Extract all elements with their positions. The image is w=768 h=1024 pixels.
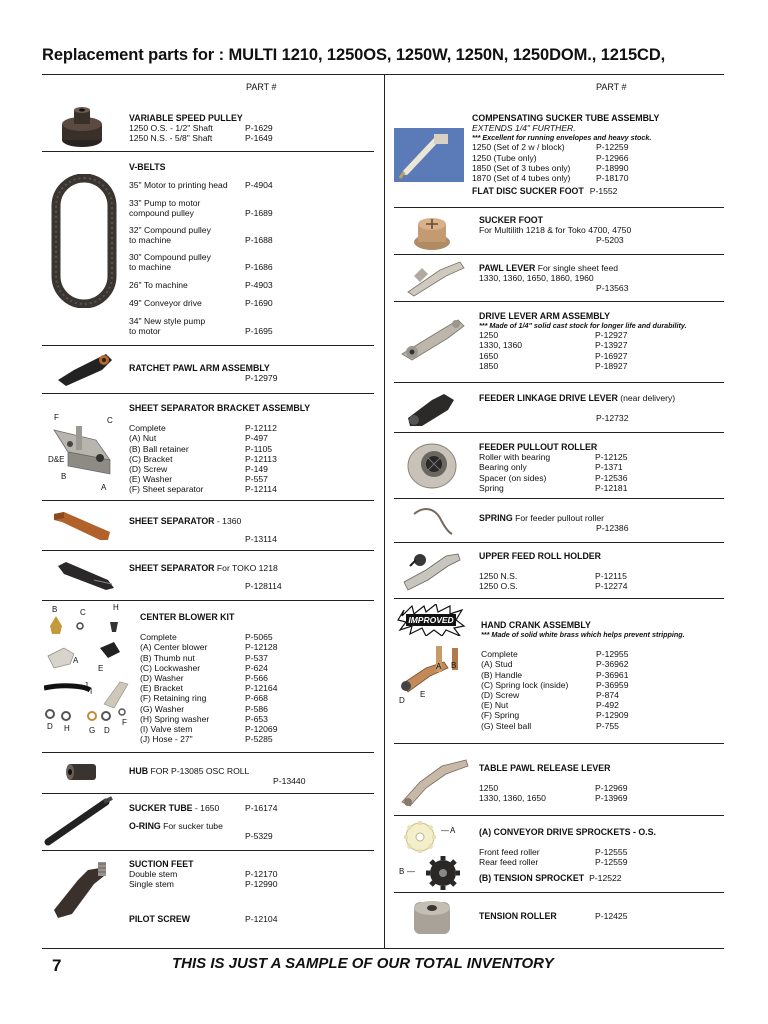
conveyor-drive-sprockets-entry [479,827,656,868]
page-title: Replacement parts for : MULTI 1210, 1250OS, 1250W, 1250N, 1250DOM., 1215CD, [42,46,666,64]
callout-label: E [98,664,104,673]
separator [394,301,724,302]
table-pawl-release-lever-title: TABLE PAWL RELEASE LEVER [479,763,611,773]
table-row: (A) Nut P-497 [129,433,268,444]
sheet-separator-bracket-title: SHEET SEPARATOR BRACKET ASSEMBLY [129,403,311,413]
table-pawl-release-lever-image [398,756,472,808]
table-row: Complete P-12955 [481,649,629,660]
table-row: Roller with bearing P-12125 [479,452,628,463]
sucker-foot-part: P-5203 [596,235,624,246]
sheet-separator-toko-title: SHEET SEPARATOR [129,563,215,573]
feeder-linkage-drive-lever-part: P-12732 [596,413,629,424]
bottom-rule [42,948,724,949]
table-row: Complete P-5065 [140,632,273,643]
sheet-separator-1360-image [50,508,116,546]
table-row: 1250 P-12927 [479,330,628,341]
center-blower-kit-entry [140,612,278,744]
spring-entry: SPRING For feeder pullout roller P-12386 [479,513,629,534]
callout-label: J [84,681,88,690]
table-row: (F) Sheet separator P-12114 [129,484,277,495]
suction-feet-title: SUCTION FEET [129,859,194,869]
table-row: Double stem P-12170 [129,869,278,880]
table-row: (B) Handle P-36961 [481,669,629,680]
spring-title: SPRING [479,513,513,523]
page-number: 7 [52,956,62,975]
callout-label: D [47,722,53,731]
table-row: (B) Ball retainer P-1105 [129,443,273,454]
table-row: 26" To machine P-4903 [129,280,273,290]
table-row: (E) Washer P-557 [129,474,268,485]
table-row: 34" New style pump to motor P-1695 [129,316,273,337]
improved-badge-text: IMPROVED [408,615,454,625]
hub-part: P-13440 [273,776,306,787]
separator [42,345,374,346]
compensating-sucker-tube-image [394,126,466,184]
separator [42,393,374,394]
upper-feed-roll-holder-title: UPPER FEED ROLL HOLDER [479,551,602,561]
separator [42,793,374,794]
drive-lever-arm-entry: DRIVE LEVER ARM ASSEMBLY *** Made of 1/4" solid cast stock for longer life and durability. 1250 P-12927 1330, 1360 P-13927 1650 P-16927 1850 P-18927 [479,311,687,371]
upper-feed-roll-holder-entry [479,551,628,592]
flat-disc-sucker-foot-entry [472,186,617,196]
pilot-screw-entry [129,914,278,924]
table-row: (A) Center blower P-12128 [140,642,278,653]
pilot-screw-part: P-12104 [245,914,278,924]
o-ring-part: P-5329 [245,831,273,842]
hub-entry: HUB FOR P-13085 OSC ROLL P-13440 [129,766,306,787]
tension-sprocket-image [420,854,466,892]
sheet-separator-bracket-entry [129,403,310,495]
sheet-separator-bracket-image [48,420,120,482]
callout-label: H [113,603,119,612]
drive-lever-arm-title: DRIVE LEVER ARM ASSEMBLY [479,311,610,321]
v-belt-image [46,174,122,308]
hub-image [62,758,102,786]
callout-label: — [407,867,415,876]
sucker-foot-entry: SUCKER FOOT For Multilith 1218 & for Toko 4700, 4750 P-5203 [479,215,632,246]
table-row: (D) Washer P-566 [140,673,268,684]
callout-label: G [89,726,96,735]
center-blower-kit-image [44,612,134,736]
callout-label: E [420,690,426,699]
tension-sprocket-entry [479,873,622,883]
separator [42,151,374,152]
table-row: (C) Bracket P-12113 [129,453,277,464]
table-row: 33" Pump to motor compound pulley P-1689 [129,198,273,219]
feeder-linkage-drive-lever-title: FEEDER LINKAGE DRIVE LEVER [479,393,618,403]
conveyor-drive-sprocket-image [396,820,444,854]
tension-roller-image [410,896,454,938]
table-row: 35" Motor to printing head P-4904 [129,180,273,190]
table-row: (G) Steel ball P-755 [481,720,619,731]
table-row: 1250 (Tube only) P-12966 [472,152,629,163]
callout-label: A [450,826,456,835]
hand-crank-assembly-entry: HAND CRANK ASSEMBLY *** Made of solid white brass which helps prevent stripping. Complete P-12955 (A) Stud P-36962 (B) Handle P-36961 (C) Spring lock (inside) P-36959 (D) Screw P-874 (E) Nut P-492 (F) Spring P-12909 (G) Steel ball P-755 [481,620,685,731]
tension-roller-entry [479,911,628,921]
table-row: 1330, 1360, 1650 P-13969 [479,793,628,804]
table-row: 32" Compound pulley to machine P-1688 [129,225,273,246]
table-row: 1850 P-18927 [479,360,628,371]
table-row: 49" Conveyor drive P-1690 [129,298,273,308]
pawl-lever-part: P-13563 [596,283,629,294]
variable-speed-pulley-title: VARIABLE SPEED PULLEY [129,113,243,123]
table-row: 1870 (Set of 4 tubes only) P-18170 [472,173,629,184]
tension-sprocket-title: (B) TENSION SPROCKET [479,873,585,883]
separator [394,382,724,383]
sheet-separator-1360-title: SHEET SEPARATOR [129,516,215,526]
callout-label: D [104,726,110,735]
feeder-linkage-drive-lever-entry: FEEDER LINKAGE DRIVE LEVER (near delivery) P-12732 [479,393,676,424]
table-row: Complete P-12112 [129,423,277,434]
table-row: (E) Nut P-492 [481,700,619,711]
callout-label: H [64,724,70,733]
table-row: (C) Lockwasher P-624 [140,662,268,673]
sheet-separator-1360-part: P-13114 [245,534,277,545]
spring-part: P-12386 [596,523,629,534]
table-row: 1250 O.S. P-12274 [479,581,628,592]
pawl-lever-image [404,258,468,298]
callout-label: B [399,867,405,876]
separator [42,850,374,851]
table-row: Rear feed roller P-12559 [479,857,628,868]
pawl-lever-title: PAWL LEVER [479,263,536,273]
sheet-separator-toko-part: P-128114 [245,581,282,592]
v-belts-entry [129,162,379,172]
table-row: Spring P-12181 [479,482,628,493]
separator [42,550,374,551]
separator [394,432,724,433]
hand-crank-assembly-title: HAND CRANK ASSEMBLY [481,620,591,630]
o-ring-entry: O-RING For sucker tube P-5329 [129,821,273,842]
table-row: Spacer (on sides) P-12536 [479,472,628,483]
flat-disc-sucker-foot-part: P-1552 [589,186,618,196]
callout-label: F [54,413,59,422]
tension-roller-part: P-12425 [595,911,628,921]
pawl-lever-entry: PAWL LEVER For single sheet feed 1330, 1360, 1650, 1860, 1960 P-13563 [479,263,629,294]
table-row: Bearing only P-1371 [479,462,623,473]
callout-label: D [399,696,405,705]
sucker-tube-title: SUCKER TUBE [129,803,193,813]
ratchet-pawl-arm-entry [129,363,278,383]
table-row: (F) Spring P-12909 [481,710,629,721]
table-row: (D) Screw P-149 [129,464,268,475]
ratchet-pawl-arm-part: P-12979 [245,373,278,384]
table-row: 1250 O.S. - 1/2" Shaft P-1629 [129,123,273,134]
drive-lever-arm-image [398,312,470,364]
v-belts-title: V-BELTS [129,162,166,172]
separator [42,500,374,501]
o-ring-title: O-RING [129,821,161,831]
table-row: 1250 N.S. - 5/8" Shaft P-1649 [129,133,273,144]
column-divider [384,74,385,948]
table-row: 1650 P-16927 [479,350,628,361]
separator [42,752,374,753]
separator [394,815,724,816]
sucker-foot-title: SUCKER FOOT [479,215,544,225]
separator [394,207,724,208]
sucker-foot-image [408,212,456,252]
sucker-tube-image [44,796,116,848]
flat-disc-sucker-foot-title: FLAT DISC SUCKER FOOT [472,186,584,196]
feeder-pullout-roller-entry [479,442,628,493]
callout-label: A [101,483,107,492]
table-row: (B) Thumb nut P-537 [140,652,268,663]
callout-label: — [441,826,449,835]
callout-label: A [436,662,442,671]
table-row: Front feed roller P-12555 [479,847,628,858]
table-row: (E) Bracket P-12164 [140,683,278,694]
improved-badge [396,604,466,636]
variable-speed-pulley-entry [129,113,273,144]
table-row: (A) Stud P-36962 [481,659,629,670]
tension-sprocket-part: P-12522 [589,873,622,883]
callout-label: B [451,661,457,670]
sucker-tube-entry: SUCKER TUBE - 1650 P-16174 [129,803,278,813]
separator [394,542,724,543]
table-row: (J) Hose - 27" P-5285 [140,734,273,745]
pilot-screw-title: PILOT SCREW [129,914,191,924]
callout-label: B [52,605,58,614]
top-rule [42,74,724,75]
separator [394,254,724,255]
callout-label: C [107,416,113,425]
compensating-sucker-tube-title: COMPENSATING SUCKER TUBE ASSEMBLY [472,113,660,123]
tension-roller-title: TENSION ROLLER [479,911,557,921]
sheet-separator-toko-image [54,558,118,594]
table-row: 1250 N.S. P-12115 [479,571,627,582]
separator [394,892,724,893]
table-row: Single stem P-12990 [129,879,278,890]
sucker-tube-part: P-16174 [245,803,278,813]
table-row: (G) Washer P-586 [140,703,268,714]
upper-feed-roll-holder-image [400,546,464,594]
callout-label: C [80,608,86,617]
hand-crank-image [396,640,472,696]
table-row: 30" Compound pulley to machine P-1686 [129,252,273,273]
ratchet-pawl-arm-image [54,350,118,388]
table-row: 1250 P-12969 [479,783,628,794]
spring-image [410,504,456,538]
table-row: 1330, 1360 P-13927 [479,340,628,351]
suction-feet-entry [129,859,278,890]
table-row: 1250 (Set of 2 w / block) P-12259 [472,142,629,153]
table-row: (D) Screw P-874 [481,690,619,701]
center-blower-kit-title: CENTER BLOWER KIT [140,612,235,622]
part-header-right: PART # [596,82,627,92]
table-pawl-release-lever-entry [479,763,628,804]
suction-feet-image [48,860,114,924]
feeder-linkage-drive-lever-image [402,388,458,428]
feeder-pullout-roller-image [404,436,460,492]
separator [394,598,724,599]
sheet-separator-toko-entry: SHEET SEPARATOR For TOKO 1218 P-128114 [129,563,282,592]
ratchet-pawl-arm-title: RATCHET PAWL ARM ASSEMBLY [129,363,270,373]
separator [394,743,724,744]
table-row: 1850 (Set of 3 tubes only) P-18990 [472,162,629,173]
callout-label: D&E [48,455,65,464]
separator [394,498,724,499]
callout-label: I [90,687,93,696]
part-header-left: PART # [246,82,277,92]
conveyor-drive-sprockets-title: (A) CONVEYOR DRIVE SPROCKETS - O.S. [479,827,656,837]
footer-text: THIS IS JUST A SAMPLE OF OUR TOTAL INVENTORY [172,955,554,972]
callout-label: A [73,656,79,665]
sheet-separator-1360-entry: SHEET SEPARATOR - 1360 P-13114 [129,516,277,545]
separator [42,600,374,601]
table-row: (H) Spring washer P-653 [140,713,268,724]
hub-title: HUB [129,766,149,776]
callout-label: B [61,472,67,481]
table-row: (I) Valve stem P-12069 [140,724,278,735]
table-row: (F) Retaining ring P-668 [140,693,268,704]
compensating-sucker-tube-entry: COMPENSATING SUCKER TUBE ASSEMBLY EXTENDS 1/4" FURTHER. *** Excellent for running envelopes and heavy stock. 1250 (Set of 2 w / block) P-12259 1250 (Tube only) P-12966 1850 (Set of 3 tubes only) P-18990 1870 (Set of 4 tubes only) P-18170 [472,113,660,184]
callout-label: F [122,718,127,727]
feeder-pullout-roller-title: FEEDER PULLOUT ROLLER [479,442,598,452]
table-row: (C) Spring lock (inside) P-36959 [481,679,629,690]
variable-speed-pulley-image [58,104,106,148]
